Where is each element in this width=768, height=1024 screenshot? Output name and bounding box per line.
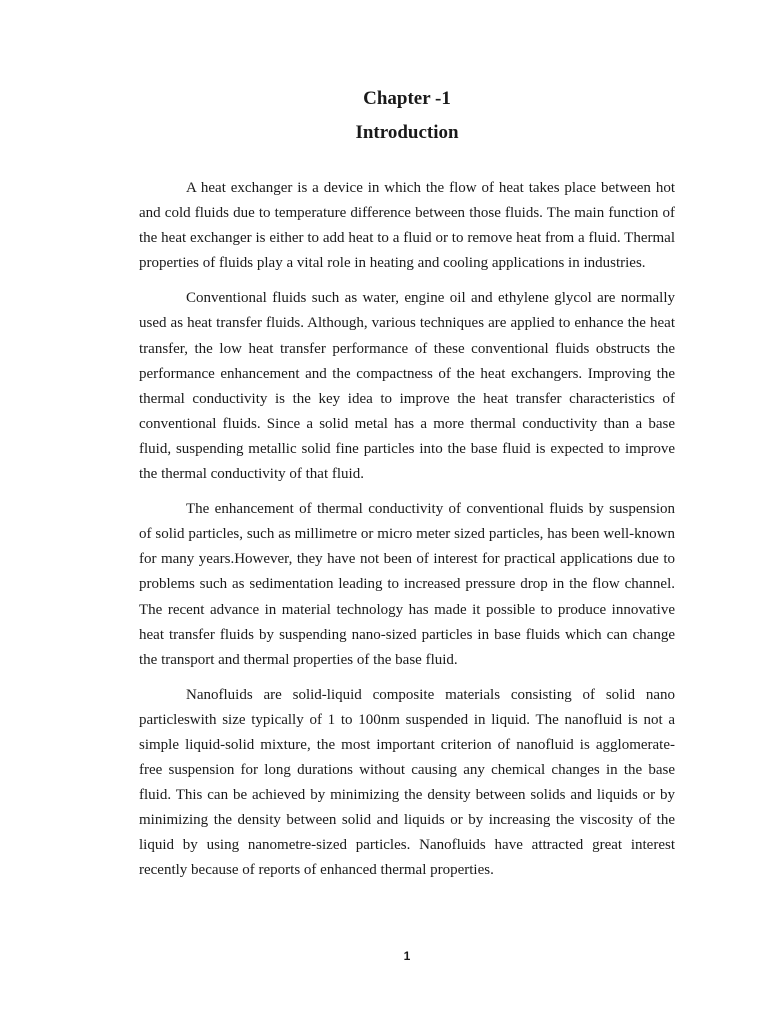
paragraph-nanofluids: Nanofluids are solid-liquid composite materials consisting of solid nano particleswith size typically of 1 to 100nm suspended in liquid. The nanofluid is not a simple liquid-solid mixture, the most important criterion of nanofluid is agglomerate-free suspension for long durations without causing any chemical changes in the base fluid. This can be achieved by minimizing the density between solids and liquids or by minimizing the density between solid and liquids or by increasing the viscosity of the liquid by using nanometre-sized particles. Nanofluids have attracted great interest recently because of reports of enhanced thermal properties. <box>139 686 675 879</box>
page-number: 1 <box>403 949 411 963</box>
section-title: Introduction <box>355 122 459 143</box>
chapter-title: Chapter -1 <box>363 88 451 109</box>
paragraph-heat-exchanger: A heat exchanger is a device in which the flow of heat takes place between hot and cold fluids due to temperature difference between those fluids. The main function of the heat exchanger is either to add heat to a fluid or to remove heat from a fluid. Thermal properties of fluids play a vital role in heating and cooling applications in industries. <box>139 180 675 272</box>
body-text <box>139 176 675 884</box>
paragraph-thermal-conductivity-enhancement: The enhancement of thermal conductivity of conventional fluids by suspension of solid particles, such as millimetre or micro meter sized particles, has been well-known for many years.However, they have not been of interest for practical applications due to problems such as sedimentation leading to increased pressure drop in the flow channel. The recent advance in material technology has made it possible to produce innovative heat transfer fluids by suspending nano-sized particles in base fluids which can change the transport and thermal properties of the base fluid. <box>139 501 675 668</box>
paragraph-conventional-fluids: Conventional fluids such as water, engine oil and ethylene glycol are normally used as heat transfer fluids. Although, various techniques are applied to enhance the heat transfer, the low heat transfer performance of these conventional fluids obstructs the performance enhancement and the compactness of the heat exchangers. Improving the thermal conductivity is the key idea to improve the heat transfer characteristics of conventional fluids. Since a solid metal has a more thermal conductivity than a base fluid, suspending metallic solid fine particles into the base fluid is expected to improve the thermal conductivity of that fluid. <box>139 290 675 483</box>
